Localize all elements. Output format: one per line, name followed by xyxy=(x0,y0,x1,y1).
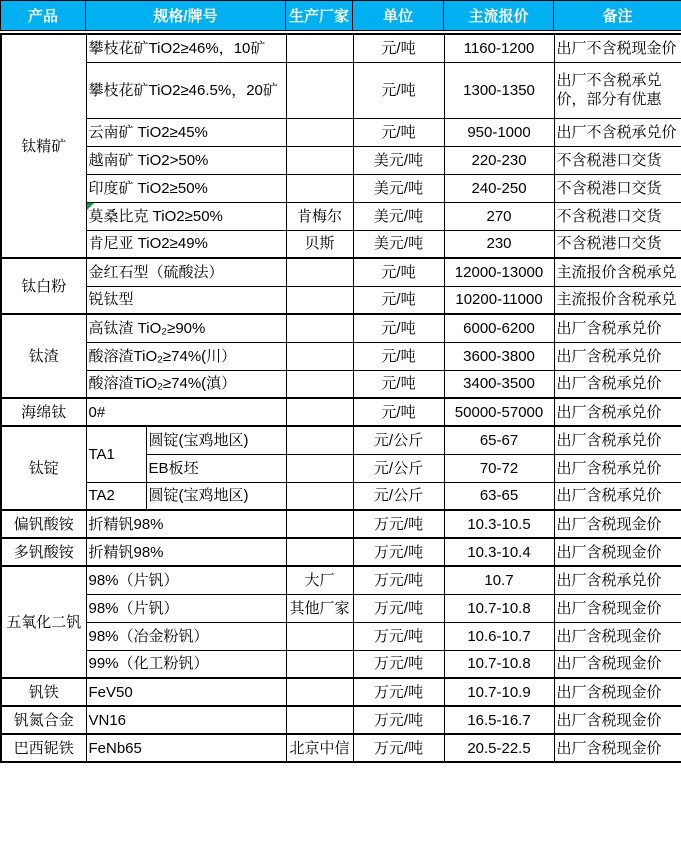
price-cell: 10200-11000 xyxy=(444,286,554,314)
table-row xyxy=(1,370,681,398)
product-cell: 钛渣 xyxy=(1,314,86,398)
header-spec: 规格/牌号 xyxy=(86,1,286,31)
note-cell: 不含税港口交货 xyxy=(554,230,681,258)
unit-cell: 万元/吨 xyxy=(353,566,444,594)
unit-cell: 美元/吨 xyxy=(353,202,444,230)
unit-cell: 万元/吨 xyxy=(353,510,444,538)
spec-cell: FeV50 xyxy=(86,678,286,706)
unit-cell: 元/公斤 xyxy=(353,482,444,510)
note-cell: 出厂含税现金价 xyxy=(554,734,681,762)
header-note: 备注 xyxy=(554,1,681,31)
unit-cell: 万元/吨 xyxy=(353,678,444,706)
note-cell: 不含税港口交货 xyxy=(554,202,681,230)
spec-cell: 莫桑比克 TiO2≥50% xyxy=(86,202,286,230)
price-cell: 70-72 xyxy=(444,454,554,482)
note-cell: 出厂含税承兑价 xyxy=(554,342,681,370)
product-cell: 钛白粉 xyxy=(1,258,86,314)
product-cell: 多钒酸铵 xyxy=(1,538,86,566)
manufacturer-cell: 北京中信 xyxy=(286,734,353,762)
table-row xyxy=(1,62,681,118)
spec-cell: 折精钒98% xyxy=(86,538,286,566)
manufacturer-cell xyxy=(286,678,353,706)
spec-cell: 攀枝花矿TiO2≥46%，10矿 xyxy=(86,34,286,62)
spec-cell: 酸溶渣TiO₂≥74%(川） xyxy=(86,342,286,370)
note-cell: 出厂含税现金价 xyxy=(554,650,681,678)
table-row xyxy=(1,650,681,678)
note-cell: 出厂含税现金价 xyxy=(554,678,681,706)
unit-cell: 元/吨 xyxy=(353,286,444,314)
spec-cell: 酸溶渣TiO₂≥74%(滇） xyxy=(86,370,286,398)
unit-cell: 万元/吨 xyxy=(353,706,444,734)
product-cell: 钒铁 xyxy=(1,678,86,706)
table-row xyxy=(1,258,681,286)
unit-cell: 元/吨 xyxy=(353,398,444,426)
table-row xyxy=(1,426,681,454)
table-row xyxy=(1,146,681,174)
unit-cell: 元/吨 xyxy=(353,62,444,118)
manufacturer-cell xyxy=(286,34,353,62)
spec-cell: 98%（片钒） xyxy=(86,594,286,622)
unit-cell: 美元/吨 xyxy=(353,230,444,258)
spec-cell: 折精钒98% xyxy=(86,510,286,538)
unit-cell: 万元/吨 xyxy=(353,650,444,678)
header-price: 主流报价 xyxy=(444,1,554,31)
manufacturer-cell xyxy=(286,510,353,538)
price-cell: 950-1000 xyxy=(444,118,554,146)
note-cell: 出厂含税现金价 xyxy=(554,622,681,650)
product-cell: 钛锭 xyxy=(1,426,86,510)
table-row xyxy=(1,622,681,650)
spec-cell: 金红石型（硫酸法） xyxy=(86,258,286,286)
table-row xyxy=(1,202,681,230)
product-cell: 海绵钛 xyxy=(1,398,86,426)
manufacturer-cell xyxy=(286,62,353,118)
price-cell: 20.5-22.5 xyxy=(444,734,554,762)
table-row xyxy=(1,314,681,342)
note-cell: 出厂含税承兑价 xyxy=(554,482,681,510)
price-cell: 16.5-16.7 xyxy=(444,706,554,734)
note-cell: 不含税港口交货 xyxy=(554,174,681,202)
spec-cell: VN16 xyxy=(86,706,286,734)
note-cell: 出厂含税承兑价 xyxy=(554,398,681,426)
table-row xyxy=(1,706,681,734)
price-cell: 10.7-10.8 xyxy=(444,594,554,622)
manufacturer-cell xyxy=(286,622,353,650)
note-cell: 出厂不含税承兑价 xyxy=(554,118,681,146)
spec-cell: 98%（片钒） xyxy=(86,566,286,594)
note-cell: 出厂含税现金价 xyxy=(554,510,681,538)
price-cell: 240-250 xyxy=(444,174,554,202)
unit-cell: 元/公斤 xyxy=(353,426,444,454)
product-cell: 巴西铌铁 xyxy=(1,734,86,762)
price-cell: 10.7-10.9 xyxy=(444,678,554,706)
table-row xyxy=(1,538,681,566)
table-row xyxy=(1,118,681,146)
grade-cell: TA2 xyxy=(86,482,146,510)
unit-cell: 元/吨 xyxy=(353,118,444,146)
price-cell: 63-65 xyxy=(444,482,554,510)
price-table-header xyxy=(0,0,681,31)
spec-cell: 0# xyxy=(86,398,286,426)
note-cell: 主流报价含税承兑 xyxy=(554,258,681,286)
grade-cell: TA1 xyxy=(86,426,146,482)
table-row xyxy=(1,230,681,258)
note-cell: 不含税港口交货 xyxy=(554,146,681,174)
spec-cell: 99%（化工粉钒） xyxy=(86,650,286,678)
unit-cell: 万元/吨 xyxy=(353,622,444,650)
table-row xyxy=(1,482,681,510)
price-cell: 65-67 xyxy=(444,426,554,454)
manufacturer-cell xyxy=(286,146,353,174)
price-cell: 10.3-10.5 xyxy=(444,510,554,538)
price-cell: 12000-13000 xyxy=(444,258,554,286)
note-cell: 出厂不含税现金价 xyxy=(554,34,681,62)
price-cell: 1160-1200 xyxy=(444,34,554,62)
price-cell: 230 xyxy=(444,230,554,258)
price-cell: 3400-3500 xyxy=(444,370,554,398)
manufacturer-cell xyxy=(286,706,353,734)
price-cell: 10.7 xyxy=(444,566,554,594)
price-cell: 6000-6200 xyxy=(444,314,554,342)
spec-cell: 攀枝花矿TiO2≥46.5%，20矿 xyxy=(86,62,286,118)
table-row xyxy=(1,594,681,622)
unit-cell: 元/吨 xyxy=(353,314,444,342)
spec-cell: 越南矿 TiO2>50% xyxy=(86,146,286,174)
header-unit: 单位 xyxy=(353,1,444,31)
manufacturer-cell: 大厂 xyxy=(286,566,353,594)
form-cell: 圆锭(宝鸡地区) xyxy=(146,482,286,510)
unit-cell: 美元/吨 xyxy=(353,174,444,202)
note-cell: 出厂含税承兑价 xyxy=(554,454,681,482)
table-row xyxy=(1,342,681,370)
product-cell: 五氧化二钒 xyxy=(1,566,86,678)
table-row xyxy=(1,174,681,202)
manufacturer-cell xyxy=(286,174,353,202)
product-cell: 钒氮合金 xyxy=(1,706,86,734)
unit-cell: 万元/吨 xyxy=(353,734,444,762)
unit-cell: 元/吨 xyxy=(353,258,444,286)
price-cell: 10.6-10.7 xyxy=(444,622,554,650)
manufacturer-cell: 贝斯 xyxy=(286,230,353,258)
manufacturer-cell xyxy=(286,258,353,286)
header-manufacturer: 生产厂家 xyxy=(286,1,353,31)
note-cell: 主流报价含税承兑 xyxy=(554,286,681,314)
manufacturer-cell xyxy=(286,286,353,314)
table-row xyxy=(1,398,681,426)
note-cell: 出厂含税现金价 xyxy=(554,706,681,734)
spec-cell: 98%（冶金粉钒） xyxy=(86,622,286,650)
manufacturer-cell xyxy=(286,370,353,398)
unit-cell: 元/吨 xyxy=(353,34,444,62)
spec-cell: 锐钛型 xyxy=(86,286,286,314)
table-row xyxy=(1,566,681,594)
table-row xyxy=(1,510,681,538)
header-row xyxy=(1,1,681,31)
price-table xyxy=(0,33,681,763)
note-cell: 出厂含税承兑价 xyxy=(554,370,681,398)
unit-cell: 万元/吨 xyxy=(353,594,444,622)
table-row xyxy=(1,734,681,762)
spec-cell: 高钛渣 TiO₂≥90% xyxy=(86,314,286,342)
product-cell: 钛精矿 xyxy=(1,34,86,258)
manufacturer-cell xyxy=(286,342,353,370)
price-cell: 50000-57000 xyxy=(444,398,554,426)
manufacturer-cell xyxy=(286,426,353,454)
price-cell: 10.3-10.4 xyxy=(444,538,554,566)
product-cell: 偏钒酸铵 xyxy=(1,510,86,538)
price-cell: 220-230 xyxy=(444,146,554,174)
price-cell: 3600-3800 xyxy=(444,342,554,370)
note-cell: 出厂不含税承兑价，部分有优惠 xyxy=(554,62,681,118)
manufacturer-cell xyxy=(286,482,353,510)
note-cell: 出厂含税承兑价 xyxy=(554,426,681,454)
form-cell: 圆锭(宝鸡地区) xyxy=(146,426,286,454)
note-cell: 出厂含税承兑价 xyxy=(554,314,681,342)
manufacturer-cell: 肯梅尔 xyxy=(286,202,353,230)
form-cell: EB板坯 xyxy=(146,454,286,482)
table-row xyxy=(1,286,681,314)
manufacturer-cell xyxy=(286,454,353,482)
table-row xyxy=(1,34,681,62)
manufacturer-cell xyxy=(286,118,353,146)
comment-indicator-icon xyxy=(87,203,94,210)
unit-cell: 元/吨 xyxy=(353,342,444,370)
manufacturer-cell xyxy=(286,398,353,426)
header-product: 产品 xyxy=(1,1,86,31)
manufacturer-cell xyxy=(286,538,353,566)
unit-cell: 元/公斤 xyxy=(353,454,444,482)
manufacturer-cell xyxy=(286,314,353,342)
note-cell: 出厂含税现金价 xyxy=(554,538,681,566)
table-row xyxy=(1,678,681,706)
price-cell: 1300-1350 xyxy=(444,62,554,118)
note-cell: 出厂含税现金价 xyxy=(554,594,681,622)
unit-cell: 元/吨 xyxy=(353,370,444,398)
manufacturer-cell: 其他厂家 xyxy=(286,594,353,622)
spec-cell: 云南矿 TiO2≥45% xyxy=(86,118,286,146)
unit-cell: 美元/吨 xyxy=(353,146,444,174)
price-cell: 10.7-10.8 xyxy=(444,650,554,678)
unit-cell: 万元/吨 xyxy=(353,538,444,566)
manufacturer-cell xyxy=(286,650,353,678)
price-table-body xyxy=(1,34,681,762)
price-cell: 270 xyxy=(444,202,554,230)
spec-cell: 肯尼亚 TiO2≥49% xyxy=(86,230,286,258)
note-cell: 出厂含税承兑价 xyxy=(554,566,681,594)
spec-cell: 印度矿 TiO2≥50% xyxy=(86,174,286,202)
spec-cell: FeNb65 xyxy=(86,734,286,762)
